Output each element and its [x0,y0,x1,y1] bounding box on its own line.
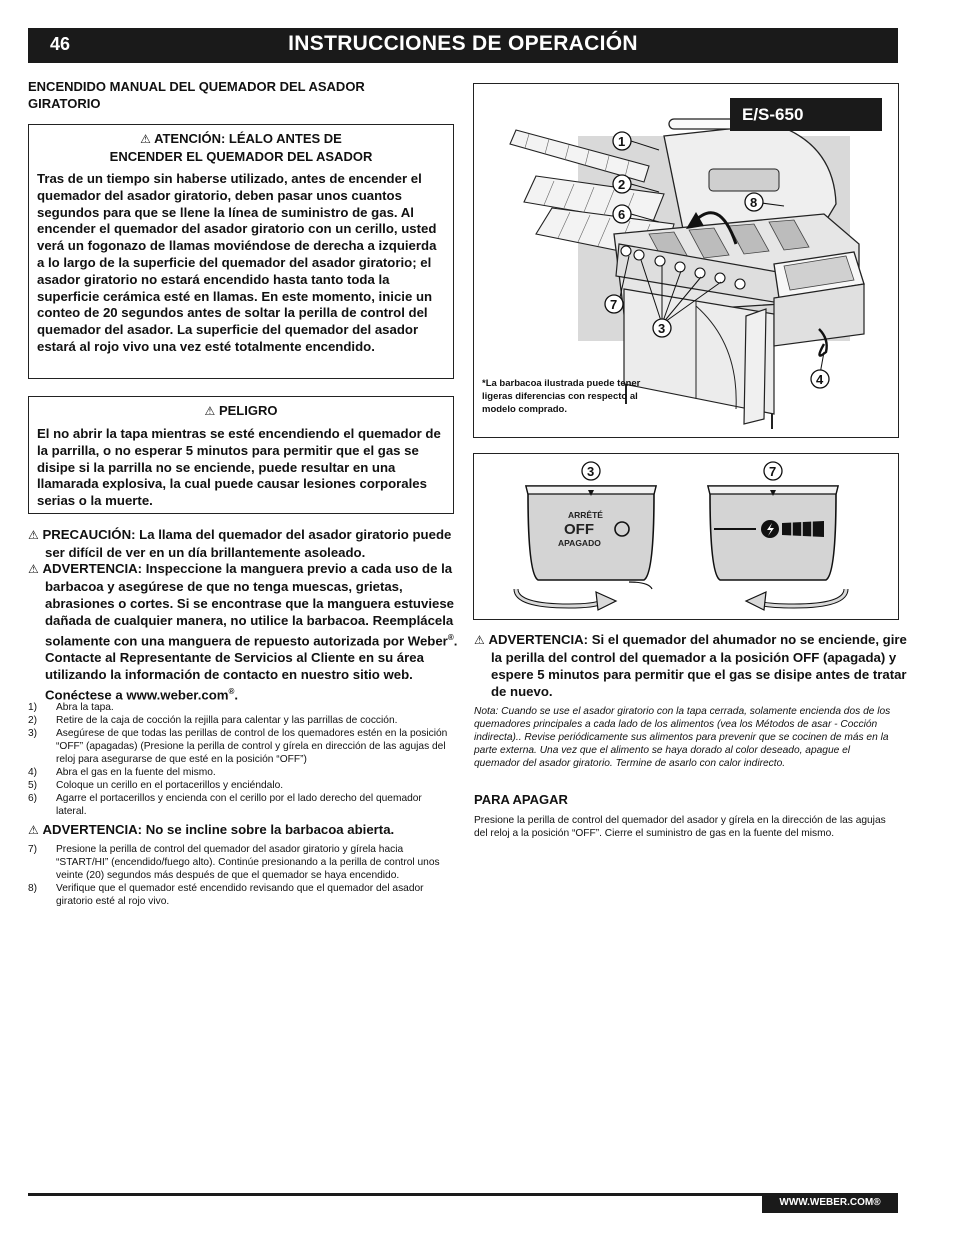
warning-icon: ⚠ [28,528,39,542]
svg-text:6: 6 [618,207,626,222]
warning-icon: ⚠ [474,633,485,647]
section-title: ENCENDIDO MANUAL DEL QUEMADOR DEL ASADOR GIRATORIO [28,79,365,111]
callout-3 [653,319,671,337]
caution-text: ⚠ PRECAUCIÓN: La llama del quemador del asador giratorio puede ser difícil de ver en un día brillantemente asoleado. [28,527,452,560]
warning-icon: ⚠ [204,404,216,418]
smoker-warning-text: ⚠ ADVERTENCIA: Si el quemador del ahumador no se enciende, gire la perilla del control del quemador a la posición OFF (apagada) y espere 5 minutos para permitir que el gas se disipe antes de tratar de nuevo. [474,632,907,699]
svg-text:OFF: OFF [564,521,594,538]
model-tag: E/S-650 [730,98,882,131]
list-item: 4) Abra el gas en la fuente del mismo. [28,767,216,778]
list-item: 2) Retire de la caja de cocción la rejilla para calentar y las parrillas de cocción. [28,715,398,726]
knob-off [526,486,656,580]
attention-body: Tras de un tiempo sin haberse utilizado, antes de encender el quemador del asador giratorio, deben pasar unos cuantos segundos para que se llene la línea de suministro de gas. Al encender el quemador del asador giratorio con un cerillo, usted verá un fogonazo de llamas moviéndose de derecha a izquierda a lo largo de la superficie del quemador del asador giratorio; el asador giratorio no estará encendido hasta tanto toda la superficie cerámica esté en llamas. En este momento, inicie un conteo de 20 segundos antes de soltar la perilla de control del quemador del asador. La superficie del quemador del asador estará al rojo vivo una vez esté totalmente encendido. [37,171,437,354]
list-item: 6) Agarre el portacerillos y encienda con el cerillo por el lado derecho del quemador lateral. [28,793,422,817]
page-title: INSTRUCCIONES DE OPERACIÓN [288,32,638,55]
svg-text:1: 1 [618,134,626,149]
svg-text:2: 2 [618,177,626,192]
callout-6 [613,205,631,223]
steps-list-a [28,701,452,818]
callout-2 [613,175,631,193]
steps-list-b [28,843,452,908]
list-item: 5) Coloque un cerillo en el portacerillos y enciéndalo. [28,780,284,791]
callout-7 [605,295,623,313]
lean-warning-text: ⚠ ADVERTENCIA: No se incline sobre la barbacoa abierta. [28,822,395,837]
knob-figure [473,453,899,620]
svg-text:APAGADO: APAGADO [558,538,601,548]
callout-1 [613,132,631,150]
svg-text:7: 7 [769,464,777,479]
grill-figure [473,83,899,438]
page-header [28,28,898,63]
hose-warning-text: ⚠ ADVERTENCIA: Inspeccione la manguera previo a cada uso de la barbacoa y asegúrese de que no tenga muescas, grietas, abrasiones o cortes. Si se encontrase que la manguera estuviese dañada de cualquier manera, no utilice la barbacoa. Reemplácela solamente con una manguera de repuesto autorizada por Weber®. Contacte al Representante de Servicios al Cliente en su área utilizando la información de contacto en nuestro sitio web. Conéctese a www.weber.com®. [28,561,458,703]
list-item: 8) Verifique que el quemador esté encendido revisando que el quemador del asador giratorio esté al rojo vivo. [28,883,424,907]
danger-body: El no abrir la tapa mientras se esté encendiendo el quemador de la parrilla, o no esperar 5 minutos para permitir que el gas se disipe si la parrilla no se enciende, puede resultar en una llamarada explosiva, la cual puede causar lesiones corporales serias o la muerte. [37,426,441,509]
attention-box [28,124,454,379]
svg-text:4: 4 [816,372,824,387]
svg-text:3: 3 [658,321,666,336]
off-section-title: PARA APAGAR [474,792,568,807]
off-section-body: Presione la perilla de control del quemador del asador y gírela en la dirección de las agujas del reloj a la posición “OFF”. Cierre el suministro de gas en la fuente del mismo. [474,815,886,839]
warning-icon: ⚠ [28,823,39,837]
list-item: 7) Presione la perilla de control del quemador del asador giratorio y gírela hacia “START/HI” (encendido/fuego alto). Continúe presionando a la perilla de control unos veinte (20) segundos más después de que el quemador se haya encendido. [28,844,440,881]
rotisserie-note: Nota: Cuando se use el asador giratorio con la tapa cerrada, solamente encienda dos de los quemadores principales a cada lado de los alimentos (vea los Métodos de asar - Cocción indirecta).. Revise periódicamente sus alimentos para prevenir que se cocinen de más en la parte externa. Una vez que el alimento se haya dorado al color deseado, apague el quemador del asador giratorio. Termine de asarlo con calor indirecto. [474,706,891,769]
attention-title: ⚠ ATENCIÓN: LÉALO ANTES DE ENCENDER EL QUEMADOR DEL ASADOR [109,131,373,164]
warning-icon: ⚠ [140,132,151,146]
svg-text:3: 3 [587,464,595,479]
figure-caption: *La barbacoa ilustrada puede tener ligeras diferencias con respecto al modelo comprado. [482,378,641,415]
page-number: 46 [50,34,71,54]
svg-text:ARRÊTÉ: ARRÊTÉ [568,510,603,520]
knob-illustration [474,454,897,618]
list-item: 1) Abra la tapa. [28,702,114,713]
danger-box [28,396,454,514]
list-item: 3) Asegúrese de que todas las perillas de control de los quemadores estén en la posición “OFF” (apagadas) (Presione la perilla de control y gírela en dirección de las agujas del reloj para asegurarse de que esté en la posición “OFF”) [28,728,448,765]
danger-title: ⚠ PELIGRO [204,403,278,418]
callout-4 [811,370,829,388]
callout-8 [745,193,763,211]
callout-3 [582,462,600,480]
warning-icon: ⚠ [28,562,39,576]
footer-url: WWW.WEBER.COM® [762,1193,898,1213]
svg-text:7: 7 [610,297,618,312]
svg-text:8: 8 [750,195,758,210]
knob-start [708,486,838,580]
callout-7 [764,462,782,480]
